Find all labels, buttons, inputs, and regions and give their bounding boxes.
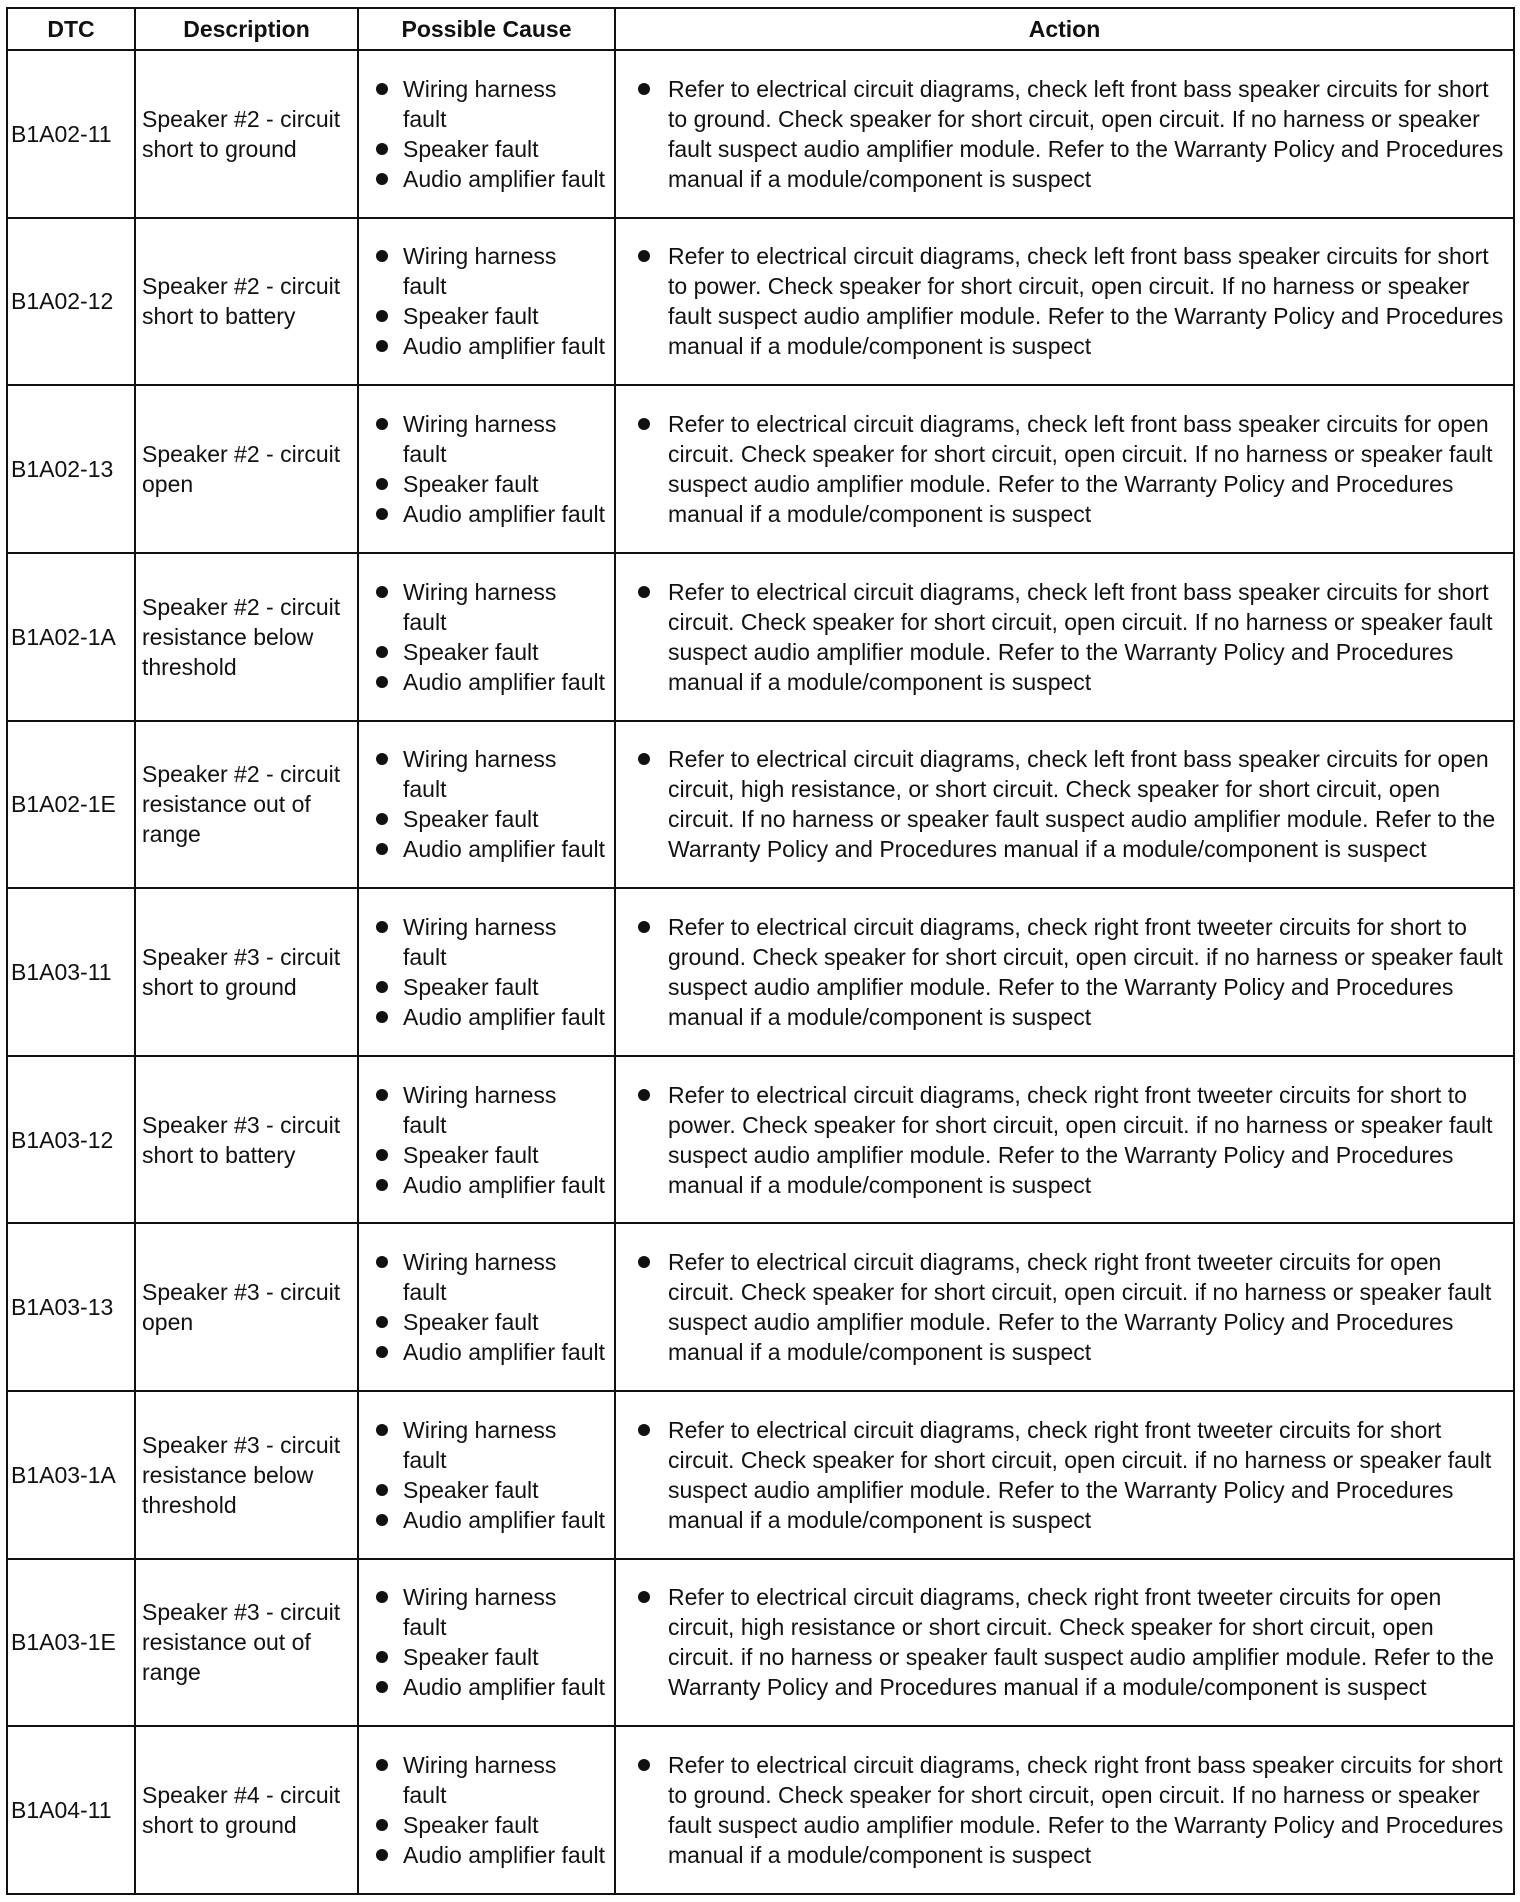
dtc-code: B1A02-12 <box>7 218 135 386</box>
possible-cause-item: Audio amplifier fault <box>365 667 606 697</box>
action-list <box>634 1247 1505 1367</box>
header-dtc: DTC <box>7 8 135 50</box>
dtc-code: B1A02-1E <box>7 721 135 889</box>
action-cell <box>615 553 1514 721</box>
possible-cause-cell <box>358 721 615 889</box>
possible-cause-list <box>365 74 606 194</box>
dtc-description: Speaker #2 - circuit open <box>135 385 358 553</box>
action-cell <box>615 888 1514 1056</box>
dtc-code: B1A02-13 <box>7 385 135 553</box>
dtc-description: Speaker #3 - circuit resistance out of range <box>135 1559 358 1727</box>
action-cell <box>615 1223 1514 1391</box>
action-list <box>634 1750 1505 1870</box>
possible-cause-cell <box>358 1559 615 1727</box>
action-cell <box>615 721 1514 889</box>
action-cell <box>615 1559 1514 1727</box>
action-item: Refer to electrical circuit diagrams, check right front bass speaker circuits for short to ground. Check speaker for short circuit, open circuit. If no harness or speaker fault suspect audio amplifier module. Refer to the Warranty Policy and Procedures manual if a module/component is suspect <box>634 1750 1505 1870</box>
dtc-code: B1A03-13 <box>7 1223 135 1391</box>
possible-cause-item: Wiring harness fault <box>365 1750 606 1810</box>
dtc-description: Speaker #2 - circuit short to battery <box>135 218 358 386</box>
table-row <box>7 50 1514 218</box>
possible-cause-item: Speaker fault <box>365 1810 606 1840</box>
action-list <box>634 744 1505 864</box>
possible-cause-item: Speaker fault <box>365 134 606 164</box>
dtc-description: Speaker #3 - circuit resistance below threshold <box>135 1391 358 1559</box>
dtc-code: B1A02-11 <box>7 50 135 218</box>
possible-cause-item: Audio amplifier fault <box>365 834 606 864</box>
possible-cause-list <box>365 1247 606 1367</box>
possible-cause-cell <box>358 218 615 386</box>
action-cell <box>615 218 1514 386</box>
action-item: Refer to electrical circuit diagrams, check left front bass speaker circuits for short to power. Check speaker for short circuit, open circuit. If no harness or speaker fault suspect audio amplifier module. Refer to the Warranty Policy and Procedures manual if a module/component is suspect <box>634 241 1505 361</box>
possible-cause-item: Wiring harness fault <box>365 1247 606 1307</box>
table-row <box>7 721 1514 889</box>
possible-cause-item: Wiring harness fault <box>365 409 606 469</box>
action-item: Refer to electrical circuit diagrams, check left front bass speaker circuits for short to ground. Check speaker for short circuit, open circuit. If no harness or speaker fault suspect audio amplifier module. Refer to the Warranty Policy and Procedures manual if a module/component is suspect <box>634 74 1505 194</box>
possible-cause-item: Audio amplifier fault <box>365 1840 606 1870</box>
header-description: Description <box>135 8 358 50</box>
action-item: Refer to electrical circuit diagrams, check right front tweeter circuits for open circuit, high resistance or short circuit. Check speaker for short circuit, open circuit. if no harness or speaker fault suspect audio amplifier module. Refer to the Warranty Policy and Procedures manual if a module/component is suspect <box>634 1582 1505 1702</box>
header-possible-cause: Possible Cause <box>358 8 615 50</box>
dtc-description: Speaker #4 - circuit short to ground <box>135 1726 358 1894</box>
possible-cause-item: Wiring harness fault <box>365 1415 606 1475</box>
action-cell <box>615 1056 1514 1224</box>
dtc-description: Speaker #3 - circuit short to battery <box>135 1056 358 1224</box>
action-item: Refer to electrical circuit diagrams, check left front bass speaker circuits for open circuit. Check speaker for short circuit, open circuit. If no harness or speaker fault suspect audio amplifier module. Refer to the Warranty Policy and Procedures manual if a module/component is suspect <box>634 409 1505 529</box>
action-cell <box>615 1726 1514 1894</box>
dtc-description: Speaker #2 - circuit resistance below threshold <box>135 553 358 721</box>
possible-cause-item: Speaker fault <box>365 1475 606 1505</box>
possible-cause-cell <box>358 553 615 721</box>
possible-cause-cell <box>358 888 615 1056</box>
dtc-code: B1A04-11 <box>7 1726 135 1894</box>
possible-cause-item: Speaker fault <box>365 1642 606 1672</box>
dtc-code: B1A03-12 <box>7 1056 135 1224</box>
possible-cause-item: Speaker fault <box>365 469 606 499</box>
action-item: Refer to electrical circuit diagrams, check left front bass speaker circuits for short circuit. Check speaker for short circuit, open circuit. If no harness or speaker fault suspect audio amplifier module. Refer to the Warranty Policy and Procedures manual if a module/component is suspect <box>634 577 1505 697</box>
table-row <box>7 1559 1514 1727</box>
table-row <box>7 385 1514 553</box>
possible-cause-list <box>365 744 606 864</box>
dtc-code: B1A03-1E <box>7 1559 135 1727</box>
possible-cause-item: Speaker fault <box>365 1307 606 1337</box>
action-item: Refer to electrical circuit diagrams, check right front tweeter circuits for open circuit. Check speaker for short circuit, open circuit. if no harness or speaker fault suspect audio amplifier module. Refer to the Warranty Policy and Procedures manual if a module/component is suspect <box>634 1247 1505 1367</box>
action-item: Refer to electrical circuit diagrams, check right front tweeter circuits for short circuit. Check speaker for short circuit, open circuit. if no harness or speaker fault suspect audio amplifier module. Refer to the Warranty Policy and Procedures manual if a module/component is suspect <box>634 1415 1505 1535</box>
action-list <box>634 912 1505 1032</box>
table-row <box>7 553 1514 721</box>
possible-cause-list <box>365 1080 606 1200</box>
action-list <box>634 1582 1505 1702</box>
table-row <box>7 1056 1514 1224</box>
dtc-code: B1A02-1A <box>7 553 135 721</box>
possible-cause-list <box>365 1415 606 1535</box>
possible-cause-item: Audio amplifier fault <box>365 1672 606 1702</box>
dtc-description: Speaker #3 - circuit open <box>135 1223 358 1391</box>
possible-cause-cell <box>358 1391 615 1559</box>
action-list <box>634 241 1505 361</box>
header-action: Action <box>615 8 1514 50</box>
possible-cause-list <box>365 577 606 697</box>
possible-cause-list <box>365 912 606 1032</box>
action-cell <box>615 1391 1514 1559</box>
possible-cause-cell <box>358 1056 615 1224</box>
possible-cause-item: Wiring harness fault <box>365 577 606 637</box>
possible-cause-item: Wiring harness fault <box>365 74 606 134</box>
possible-cause-item: Audio amplifier fault <box>365 1170 606 1200</box>
table-row <box>7 218 1514 386</box>
possible-cause-cell <box>358 50 615 218</box>
possible-cause-item: Wiring harness fault <box>365 1080 606 1140</box>
possible-cause-item: Wiring harness fault <box>365 744 606 804</box>
table-body <box>7 50 1514 1894</box>
action-list <box>634 1080 1505 1200</box>
table-row <box>7 1726 1514 1894</box>
action-list <box>634 577 1505 697</box>
possible-cause-item: Audio amplifier fault <box>365 331 606 361</box>
table-row <box>7 1223 1514 1391</box>
dtc-table <box>6 7 1515 1895</box>
possible-cause-item: Wiring harness fault <box>365 912 606 972</box>
possible-cause-item: Wiring harness fault <box>365 241 606 301</box>
action-list <box>634 1415 1505 1535</box>
dtc-code: B1A03-11 <box>7 888 135 1056</box>
possible-cause-item: Speaker fault <box>365 972 606 1002</box>
possible-cause-item: Speaker fault <box>365 301 606 331</box>
possible-cause-item: Audio amplifier fault <box>365 1505 606 1535</box>
possible-cause-list <box>365 241 606 361</box>
possible-cause-item: Wiring harness fault <box>365 1582 606 1642</box>
action-item: Refer to electrical circuit diagrams, check right front tweeter circuits for short to ground. Check speaker for short circuit, open circuit. if no harness or speaker fault suspect audio amplifier module. Refer to the Warranty Policy and Procedures manual if a module/component is suspect <box>634 912 1505 1032</box>
possible-cause-cell <box>358 1726 615 1894</box>
action-cell <box>615 385 1514 553</box>
possible-cause-item: Audio amplifier fault <box>365 499 606 529</box>
possible-cause-item: Speaker fault <box>365 637 606 667</box>
possible-cause-list <box>365 1750 606 1870</box>
dtc-description: Speaker #2 - circuit short to ground <box>135 50 358 218</box>
table-row <box>7 888 1514 1056</box>
possible-cause-cell <box>358 1223 615 1391</box>
action-list <box>634 74 1505 194</box>
possible-cause-item: Speaker fault <box>365 804 606 834</box>
possible-cause-list <box>365 1582 606 1702</box>
action-item: Refer to electrical circuit diagrams, check right front tweeter circuits for short to power. Check speaker for short circuit, open circuit. if no harness or speaker fault suspect audio amplifier module. Refer to the Warranty Policy and Procedures manual if a module/component is suspect <box>634 1080 1505 1200</box>
action-list <box>634 409 1505 529</box>
possible-cause-item: Audio amplifier fault <box>365 164 606 194</box>
possible-cause-item: Speaker fault <box>365 1140 606 1170</box>
action-item: Refer to electrical circuit diagrams, check left front bass speaker circuits for open circuit, high resistance, or short circuit. Check speaker for short circuit, open circuit. If no harness or speaker fault suspect audio amplifier module. Refer to the Warranty Policy and Procedures manual if a module/component is suspect <box>634 744 1505 864</box>
possible-cause-cell <box>358 385 615 553</box>
dtc-description: Speaker #2 - circuit resistance out of range <box>135 721 358 889</box>
action-cell <box>615 50 1514 218</box>
dtc-description: Speaker #3 - circuit short to ground <box>135 888 358 1056</box>
dtc-code: B1A03-1A <box>7 1391 135 1559</box>
possible-cause-item: Audio amplifier fault <box>365 1337 606 1367</box>
possible-cause-list <box>365 409 606 529</box>
header-row <box>7 8 1514 50</box>
possible-cause-item: Audio amplifier fault <box>365 1002 606 1032</box>
table-row <box>7 1391 1514 1559</box>
